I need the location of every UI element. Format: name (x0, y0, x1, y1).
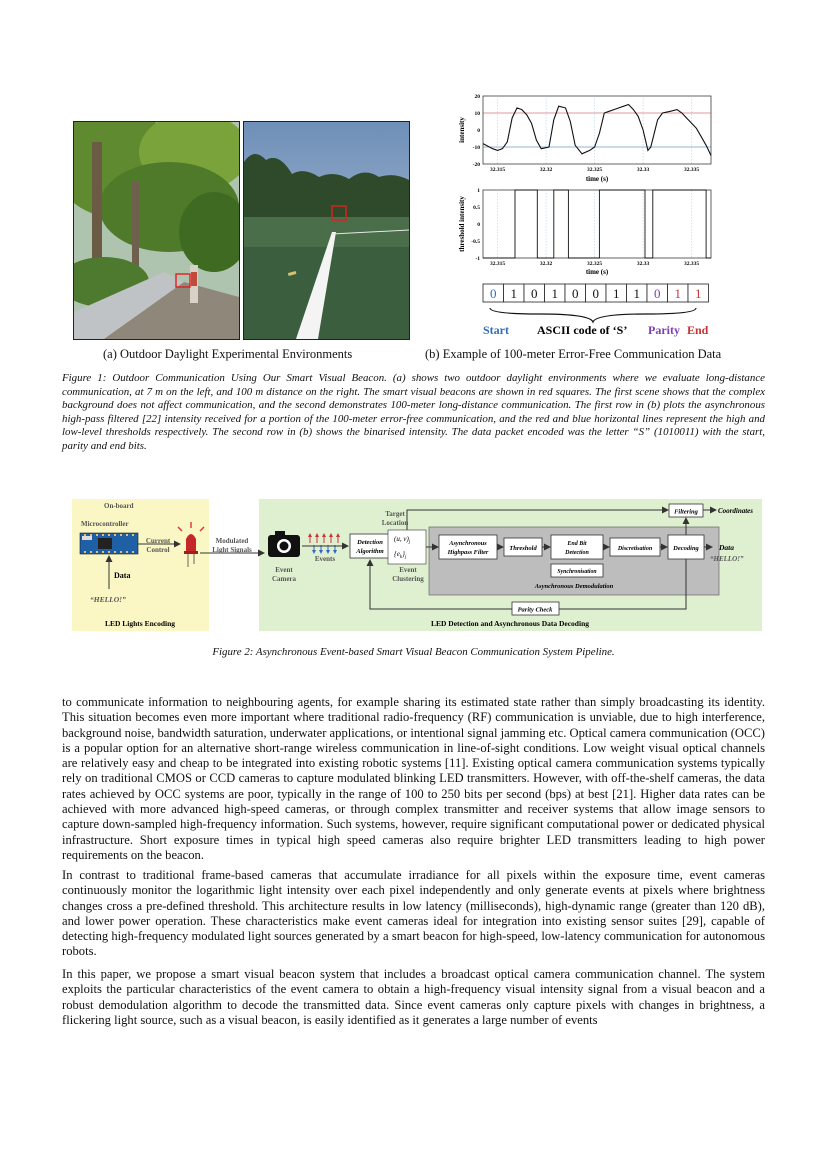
event-camera-label-2: Camera (271, 575, 297, 583)
hello-input-label: “HELLO!” (90, 595, 126, 604)
highpass-label-2: Highpass Filter (447, 549, 489, 556)
y-tick-label: 1 (477, 188, 480, 194)
x-tick-label: 32.315 (489, 261, 506, 267)
bit-value: 1 (551, 286, 558, 301)
decoding-panel-label: LED Detection and Asynchronous Data Decoding (430, 619, 590, 628)
y-tick-label: 10 (474, 111, 480, 117)
modulated-label: Modulated (215, 537, 249, 545)
bit-value: 0 (490, 286, 497, 301)
control-label: Control (146, 546, 170, 554)
x-tick-label: 32.33 (636, 261, 650, 267)
target-label-2: Location (381, 519, 409, 527)
bit-value: 0 (654, 286, 661, 301)
y-tick-label: 0 (477, 222, 480, 228)
synchronisation-label: Synchronisation (557, 569, 597, 575)
intensity-plot (458, 94, 711, 183)
x-tick-label: 32.325 (587, 261, 603, 267)
y-tick-label: 20 (474, 94, 480, 100)
clustering-label-1: Event (399, 566, 417, 574)
discretisation-label: Discretisation (617, 546, 653, 552)
event-camera-label-1: Event (275, 566, 293, 574)
highpass-label-1: Asynchronous (449, 540, 487, 547)
parity-label: Parity (648, 323, 680, 337)
uv-label: (u, $v)_j$ (394, 535, 411, 545)
series-line (483, 190, 711, 258)
photo-left-garden-scene (73, 121, 240, 340)
x-tick-label: 32.32 (539, 167, 553, 173)
data-output-label: Data (719, 543, 734, 552)
encoding-panel-label: LED Lights Encoding (104, 619, 176, 628)
bit-value: 0 (592, 286, 599, 301)
light-signals-label: Light Signals (212, 546, 252, 554)
detection-label-2: Algorithm (356, 548, 384, 555)
decoding-label: Decoding (673, 545, 699, 552)
microcontroller-board-icon (80, 533, 138, 554)
start-label: Start (483, 323, 509, 337)
clustering-label-2: Clustering (392, 575, 424, 583)
bit-sequence (480, 282, 725, 344)
y-tick-label: 0.5 (473, 205, 480, 211)
figure1-subcaption-a: (a) Outdoor Daylight Experimental Environments (103, 347, 353, 361)
microcontroller-label: Microcontroller (81, 520, 129, 528)
x-tick-label: 32.335 (684, 261, 700, 267)
figure2-caption: Figure 2: Asynchronous Event-based Smart Visual Beacon Communication System Pipeline. (212, 646, 615, 658)
x-axis-label: time (s) (585, 175, 609, 183)
bit-value: 1 (510, 286, 517, 301)
hello-output-label: “HELLO!” (710, 555, 744, 563)
endbit-label-2: Detection (565, 550, 589, 556)
y-tick-label: -10 (472, 145, 480, 151)
figure1-subcaption-b: (b) Example of 100-meter Error-Free Communication Data (425, 347, 722, 361)
y-tick-label: 0 (477, 128, 480, 134)
data-input-label: Data (114, 571, 131, 580)
target-label-1: Target (385, 510, 405, 518)
threshold-intensity-plot (458, 188, 711, 276)
bit-value: 1 (695, 286, 702, 301)
y-tick-label: -0.5 (471, 239, 480, 245)
filtering-label: Filtering (674, 508, 698, 516)
ek-label: $\{e_k\}_j$ (394, 550, 407, 560)
y-tick-label: -1 (475, 256, 480, 262)
ascii-label: ASCII code of ‘S’ (537, 323, 628, 337)
bit-value: 0 (572, 286, 579, 301)
ascii-brace (490, 308, 696, 322)
figure1-plots (455, 90, 720, 280)
body-paragraph-2: In contrast to traditional frame-based cameras that accumulate irradiance for all pixels within the exposure time, event cameras continuously monitor the logarithmic light intensity over each pixel independently and only generate events at pixels where brightness changes cross a pre-defined threshold. This architecture results in low latency (milliseconds), high-dynamic range (greater than 120 dB), and lower power operation. These characteristics make event cameras ideal for integration into existing sensor suites [29], capable of detecting high-frequency modulated light sources generated by a smart beacon for high-speed, low-latency communication for autonomous robots. (62, 868, 765, 959)
bit-value: 1 (674, 286, 681, 301)
photo-right-field-scene (243, 121, 410, 340)
body-paragraph-3: In this paper, we propose a smart visual beacon system that includes a broadcast optical camera communication channel. The system exploits the particular characteristics of the event camera to obtain a high-frequency visual intensity signal from a visual beacon and a robust demodulation algorithm to decode the transmitted data. Since event cameras only capture pixels with changes in brightness, a flickering light source, such as a visual beacon, is easily identified as it generates a large number of events (62, 967, 765, 1027)
bit-value: 1 (633, 286, 640, 301)
series-line (483, 105, 711, 156)
x-tick-label: 32.315 (489, 167, 506, 173)
coordinates-label: Coordinates (718, 507, 754, 515)
x-tick-label: 32.335 (684, 167, 700, 173)
detection-label-1: Detection (357, 539, 383, 546)
current-label: Current (145, 537, 171, 545)
bit-value: 1 (613, 286, 620, 301)
x-tick-label: 32.32 (539, 261, 553, 267)
field-scene-image (244, 122, 409, 339)
y-tick-label: -20 (472, 162, 480, 168)
bit-value: 0 (531, 286, 538, 301)
endbit-label-1: End Bit (567, 541, 587, 547)
x-tick-label: 32.33 (636, 167, 650, 173)
x-tick-label: 32.325 (587, 167, 603, 173)
figure1-caption: Figure 1: Outdoor Communication Using Our Smart Visual Beacon. (a) shows two outdoor daylight environments where we evaluate long-distance communication, at 7 m on the left, and 100 m distance on the right. The smart visual beacons are shown in red squares. The first scene shows that the complex background does not affect communication, and the second demonstrates 100-meter long-distance communication. The first row in (b) plots the asynchronous high-pass filtered [22] intensity received for a portion of the 100-meter error-free communication, and the red and blue horizontal lines represent the high and low-level thresholds respectively. The second row in (b) shows the binarised intensity. The data packet encoded was the letter “S” (1010011) with the start, parity and end bits. (62, 372, 765, 452)
garden-scene-image (74, 122, 239, 339)
events-label: Events (314, 555, 336, 563)
parity-check-label: Parity Check (517, 606, 553, 614)
threshold-label: Threshold (509, 545, 537, 552)
onboard-label: On-board (104, 502, 134, 510)
plot-frame (483, 190, 711, 258)
x-axis-label: time (s) (585, 268, 609, 276)
plot-frame (483, 96, 711, 164)
figure2-pipeline-diagram (72, 497, 764, 633)
end-label: End (687, 323, 709, 337)
body-paragraph-1: to communicate information to neighbouring agents, for example sharing its estimated state rather than simply broadcasting its identity. This situation becomes even more important where traditional radio-frequency (RF) communication is unviable, due to high interference, background noise, bandwidth saturation, underwater applications, or intentional signal jamming etc. Optical camera communication (OCC) is a popular option for an alternative short-range wireless communication in line-of-sight conditions. Low weight visual optical channels are relatively easy and cheap to be integrated into existing robotic systems [11]. Existing optical camera communication systems typically rely on traditional CMOS or CCD cameras to capture modulated blinking LED transmitters. However, with off-the-shelf cameras, the data rates achieved by OCC systems are poor, typically in the range of 100 to 250 bits per second (bps) at best [21]. Higher data rates can be achieved with more advanced high-speed cameras, or through complex transmitter and receiver systems that allow image sensors to capture down-sampled high-frequency information. Such systems, however, require significant computational power or dedicated physical infrastructure. Short exposure times in typical high speed cameras also require brighter LED transmitters leading to high power requirements on the beacon. (62, 695, 765, 862)
demodulation-label: Asynchronous Demodulation (534, 583, 614, 590)
y-axis-label: threshold intensity (458, 196, 466, 252)
y-axis-label: intensity (458, 117, 466, 143)
